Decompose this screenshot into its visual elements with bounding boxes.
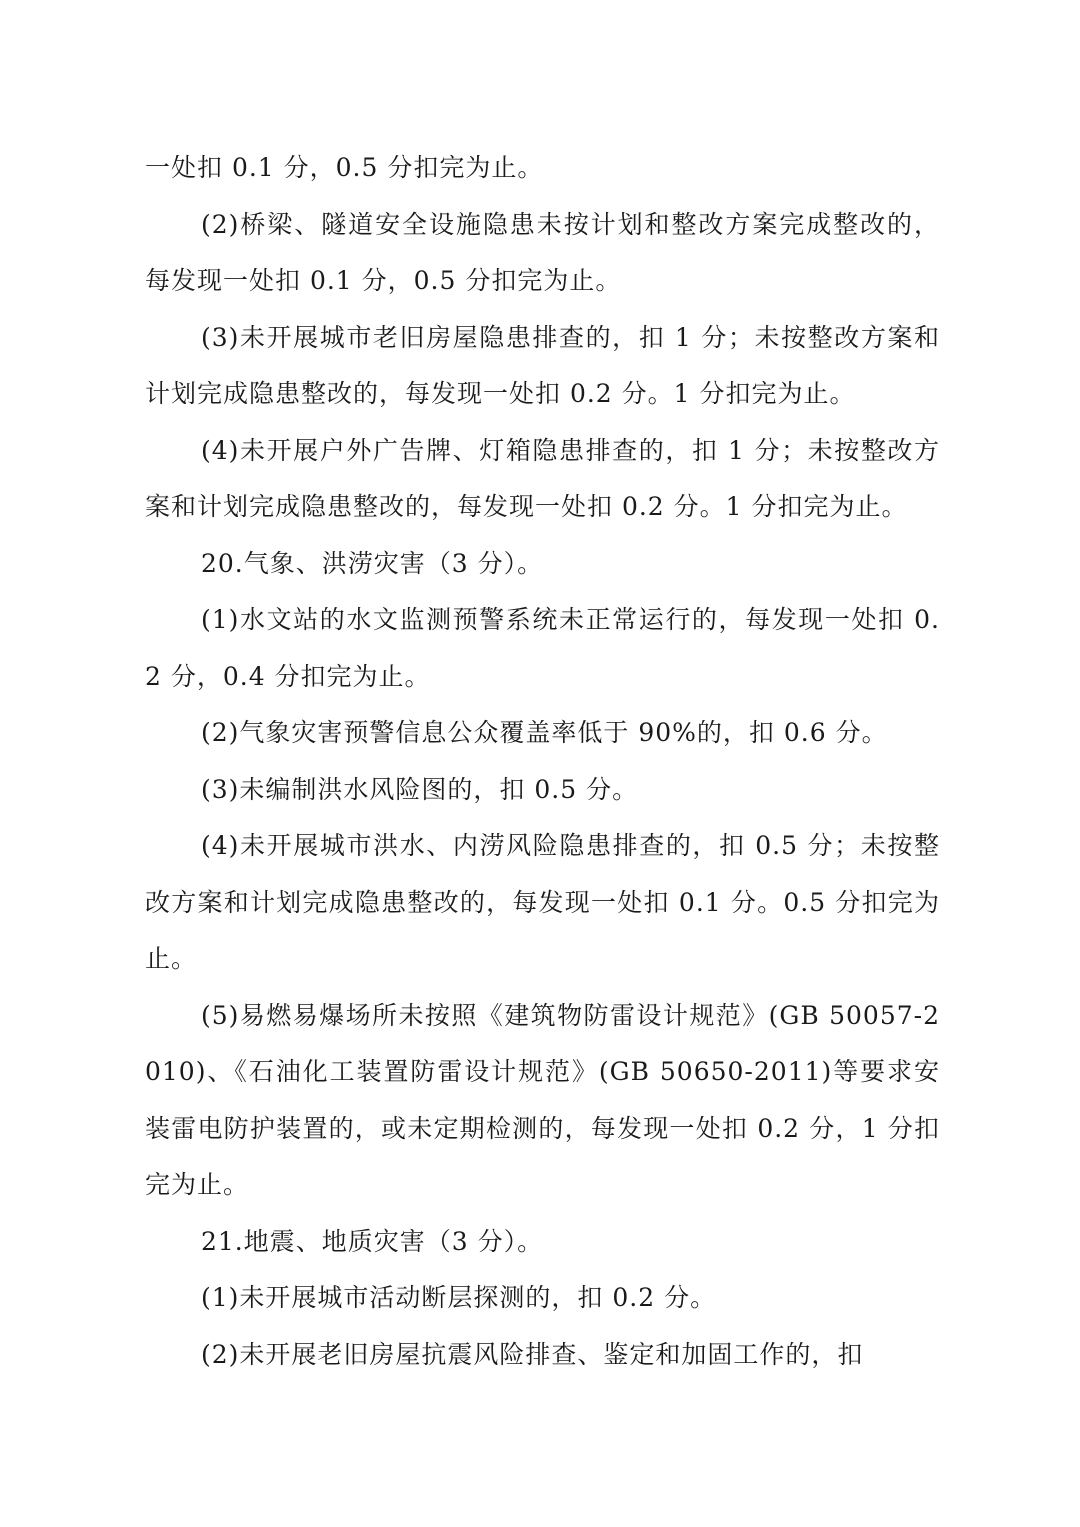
section-heading-earthquake-geology: 21.地震、地质灾害（3 分）。 bbox=[201, 1226, 544, 1256]
paragraph-billboards: (4)未开展户外广告牌、灯箱隐患排查的，扣 1 分；未按整改方案和计划完成隐患整改的，每发现一处扣 0.2 分。1 分扣完为止。 bbox=[145, 435, 940, 521]
paragraph-hydrology-station: (1)水文站的水文监测预警系统未正常运行的，每发现一处扣 0.2 分，0.4 分扣完为止。 bbox=[145, 605, 940, 691]
paragraph-continuation: 一处扣 0.1 分，0.5 分扣完为止。 bbox=[145, 153, 544, 182]
paragraph-seismic-retrofit: (2)未开展老旧房屋抗震风险排查、鉴定和加固工作的，扣 bbox=[201, 1339, 864, 1369]
document-body bbox=[145, 140, 940, 1383]
paragraph-waterlogging: (4)未开展城市洪水、内涝风险隐患排查的，扣 0.5 分；未按整改方案和计划完成隐患整改的，每发现一处扣 0.1 分。0.5 分扣完为止。 bbox=[145, 831, 940, 973]
paragraph-warning-coverage: (2)气象灾害预警信息公众覆盖率低于 90%的，扣 0.6 分。 bbox=[201, 718, 888, 747]
paragraph-old-housing: (3)未开展城市老旧房屋隐患排查的，扣 1 分；未按整改方案和计划完成隐患整改的，每发现一处扣 0.2 分。1 分扣完为止。 bbox=[145, 322, 940, 408]
section-heading-weather-flood: 20.气象、洪涝灾害（3 分）。 bbox=[201, 548, 544, 578]
paragraph-flood-risk-map: (3)未编制洪水风险图的，扣 0.5 分。 bbox=[201, 774, 639, 804]
paragraph-lightning-protection: (5)易燃易爆场所未按照《建筑物防雷设计规范》(GB 50057-2010)、《石油化工装置防雷设计规范》(GB 50650-2011)等要求安装雷电防护装置的，或未定期检测的，每发现一处扣 0.2 分，1 分扣完为止。 bbox=[145, 1000, 940, 1199]
paragraph-bridge-tunnel: (2)桥梁、隧道安全设施隐患未按计划和整改方案完成整改的，每发现一处扣 0.1 分，0.5 分扣完为止。 bbox=[145, 209, 940, 295]
paragraph-fault-detection: (1)未开展城市活动断层探测的，扣 0.2 分。 bbox=[201, 1283, 717, 1312]
